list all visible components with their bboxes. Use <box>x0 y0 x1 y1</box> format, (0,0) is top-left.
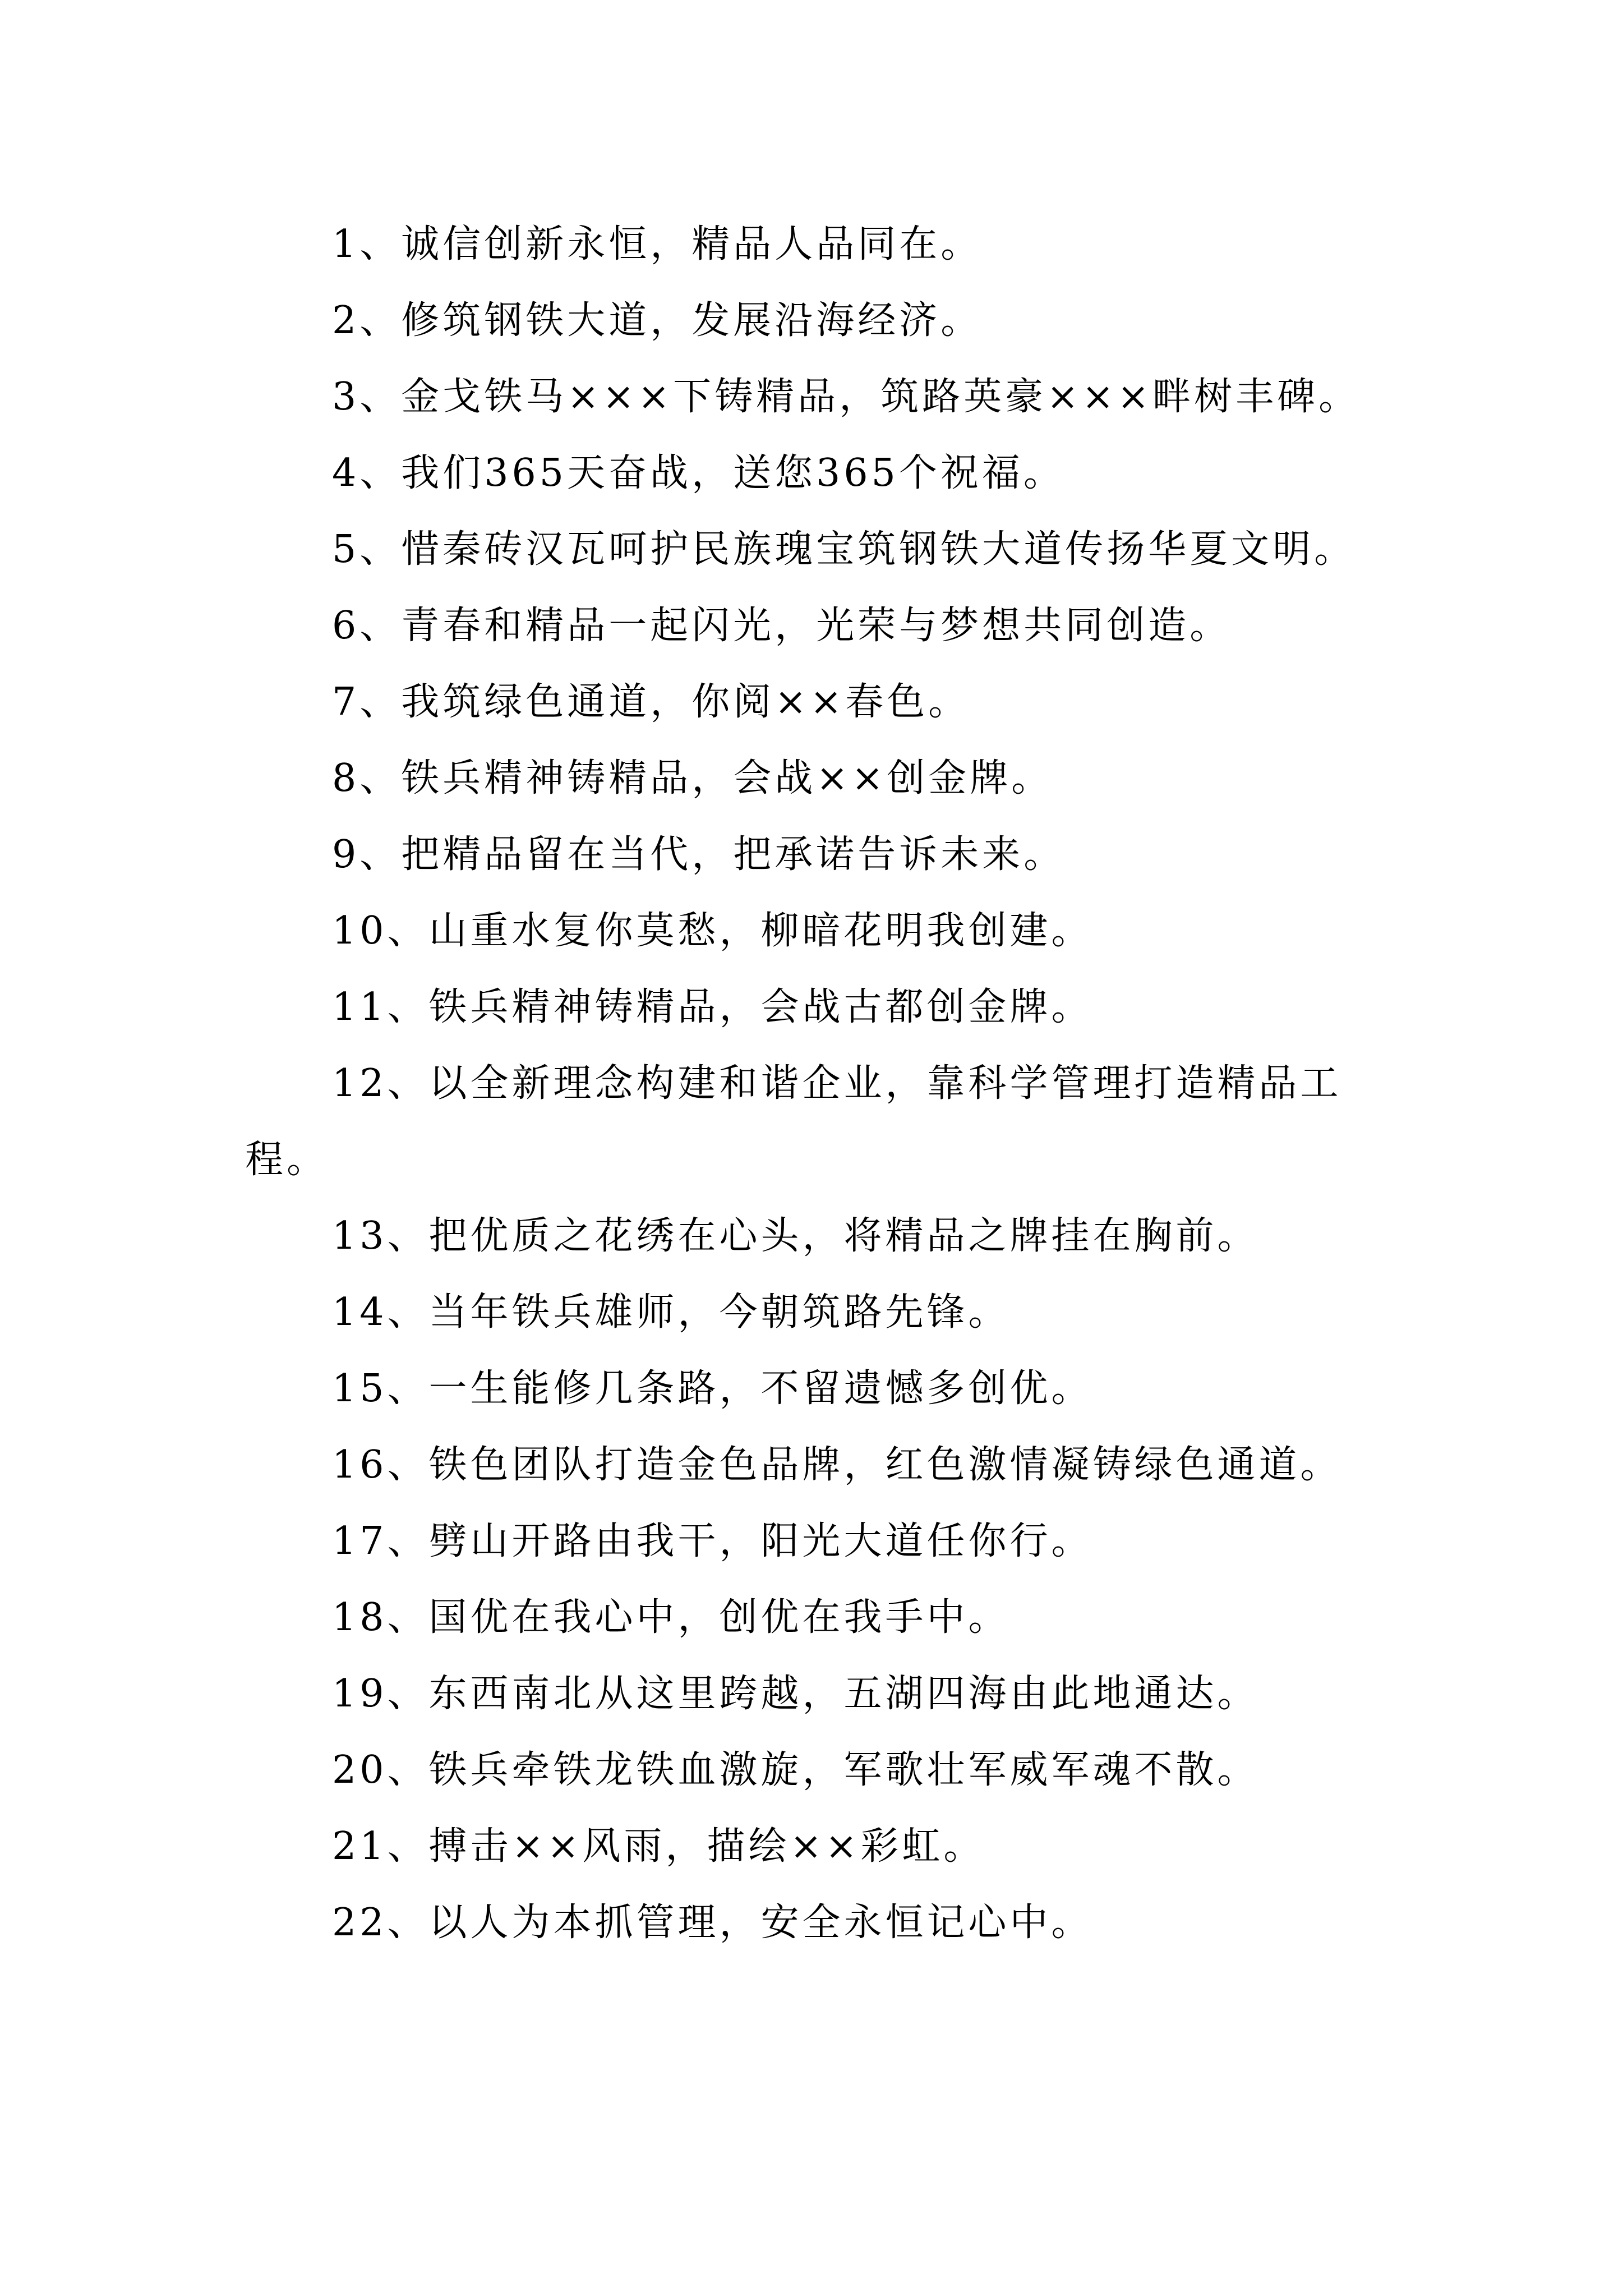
slogan-line: 15、一生能修几条路，不留遗憾多创优。 <box>332 1366 1093 1411</box>
slogan-line: 1、诚信创新永恒，精品人品同在。 <box>332 222 983 266</box>
slogan-line: 10、山重水复你莫愁，柳暗花明我创建。 <box>332 909 1093 953</box>
slogan-line: 14、当年铁兵雄师，今朝筑路先锋。 <box>332 1290 1010 1335</box>
slogan-line: 8、铁兵精神铸精品，会战××创金牌。 <box>332 756 1053 800</box>
slogan-line: 13、把优质之花绣在心头，将精品之牌挂在胸前。 <box>332 1214 1259 1258</box>
slogan-line: 4、我们365天奋战，送您365个祝福。 <box>332 451 1065 495</box>
slogan-line: 18、国优在我心中，创优在我手中。 <box>332 1595 1010 1640</box>
slogan-line: 6、青春和精品一起闪光，光荣与梦想共同创造。 <box>332 604 1232 648</box>
slogan-line: 11、铁兵精神铸精品，会战古都创金牌。 <box>332 985 1093 1029</box>
slogan-line: 2、修筑钢铁大道，发展沿海经济。 <box>332 298 983 343</box>
slogan-line: 20、铁兵牵铁龙铁血激旋，军歌壮军威军魂不散。 <box>332 1748 1259 1792</box>
slogan-line: 19、东西南北从这里跨越，五湖四海由此地通达。 <box>332 1672 1259 1716</box>
slogan-line: 5、惜秦砖汉瓦呵护民族瑰宝筑钢铁大道传扬华夏文明。 <box>332 527 1356 572</box>
slogan-line: 9、把精品留在当代，把承诺告诉未来。 <box>332 832 1066 877</box>
slogan-line: 7、我筑绿色通道，你阅××春色。 <box>332 680 970 724</box>
slogan-line: 16、铁色团队打造金色品牌，红色激情凝铸绿色通道。 <box>332 1443 1342 1487</box>
slogan-line: 12、以全新理念构建和谐企业，靠科学管理打造精品工程。 <box>245 1061 1342 1182</box>
slogan-list <box>245 206 1400 1961</box>
slogan-line: 21、搏击××风雨，描绘××彩虹。 <box>332 1824 985 1869</box>
slogan-line: 3、金戈铁马×××下铸精品，筑路英豪×××畔树丰碑。 <box>332 375 1361 419</box>
slogan-line: 22、以人为本抓管理，安全永恒记心中。 <box>332 1901 1093 1945</box>
slogan-line: 17、劈山开路由我干，阳光大道任你行。 <box>332 1519 1093 1563</box>
